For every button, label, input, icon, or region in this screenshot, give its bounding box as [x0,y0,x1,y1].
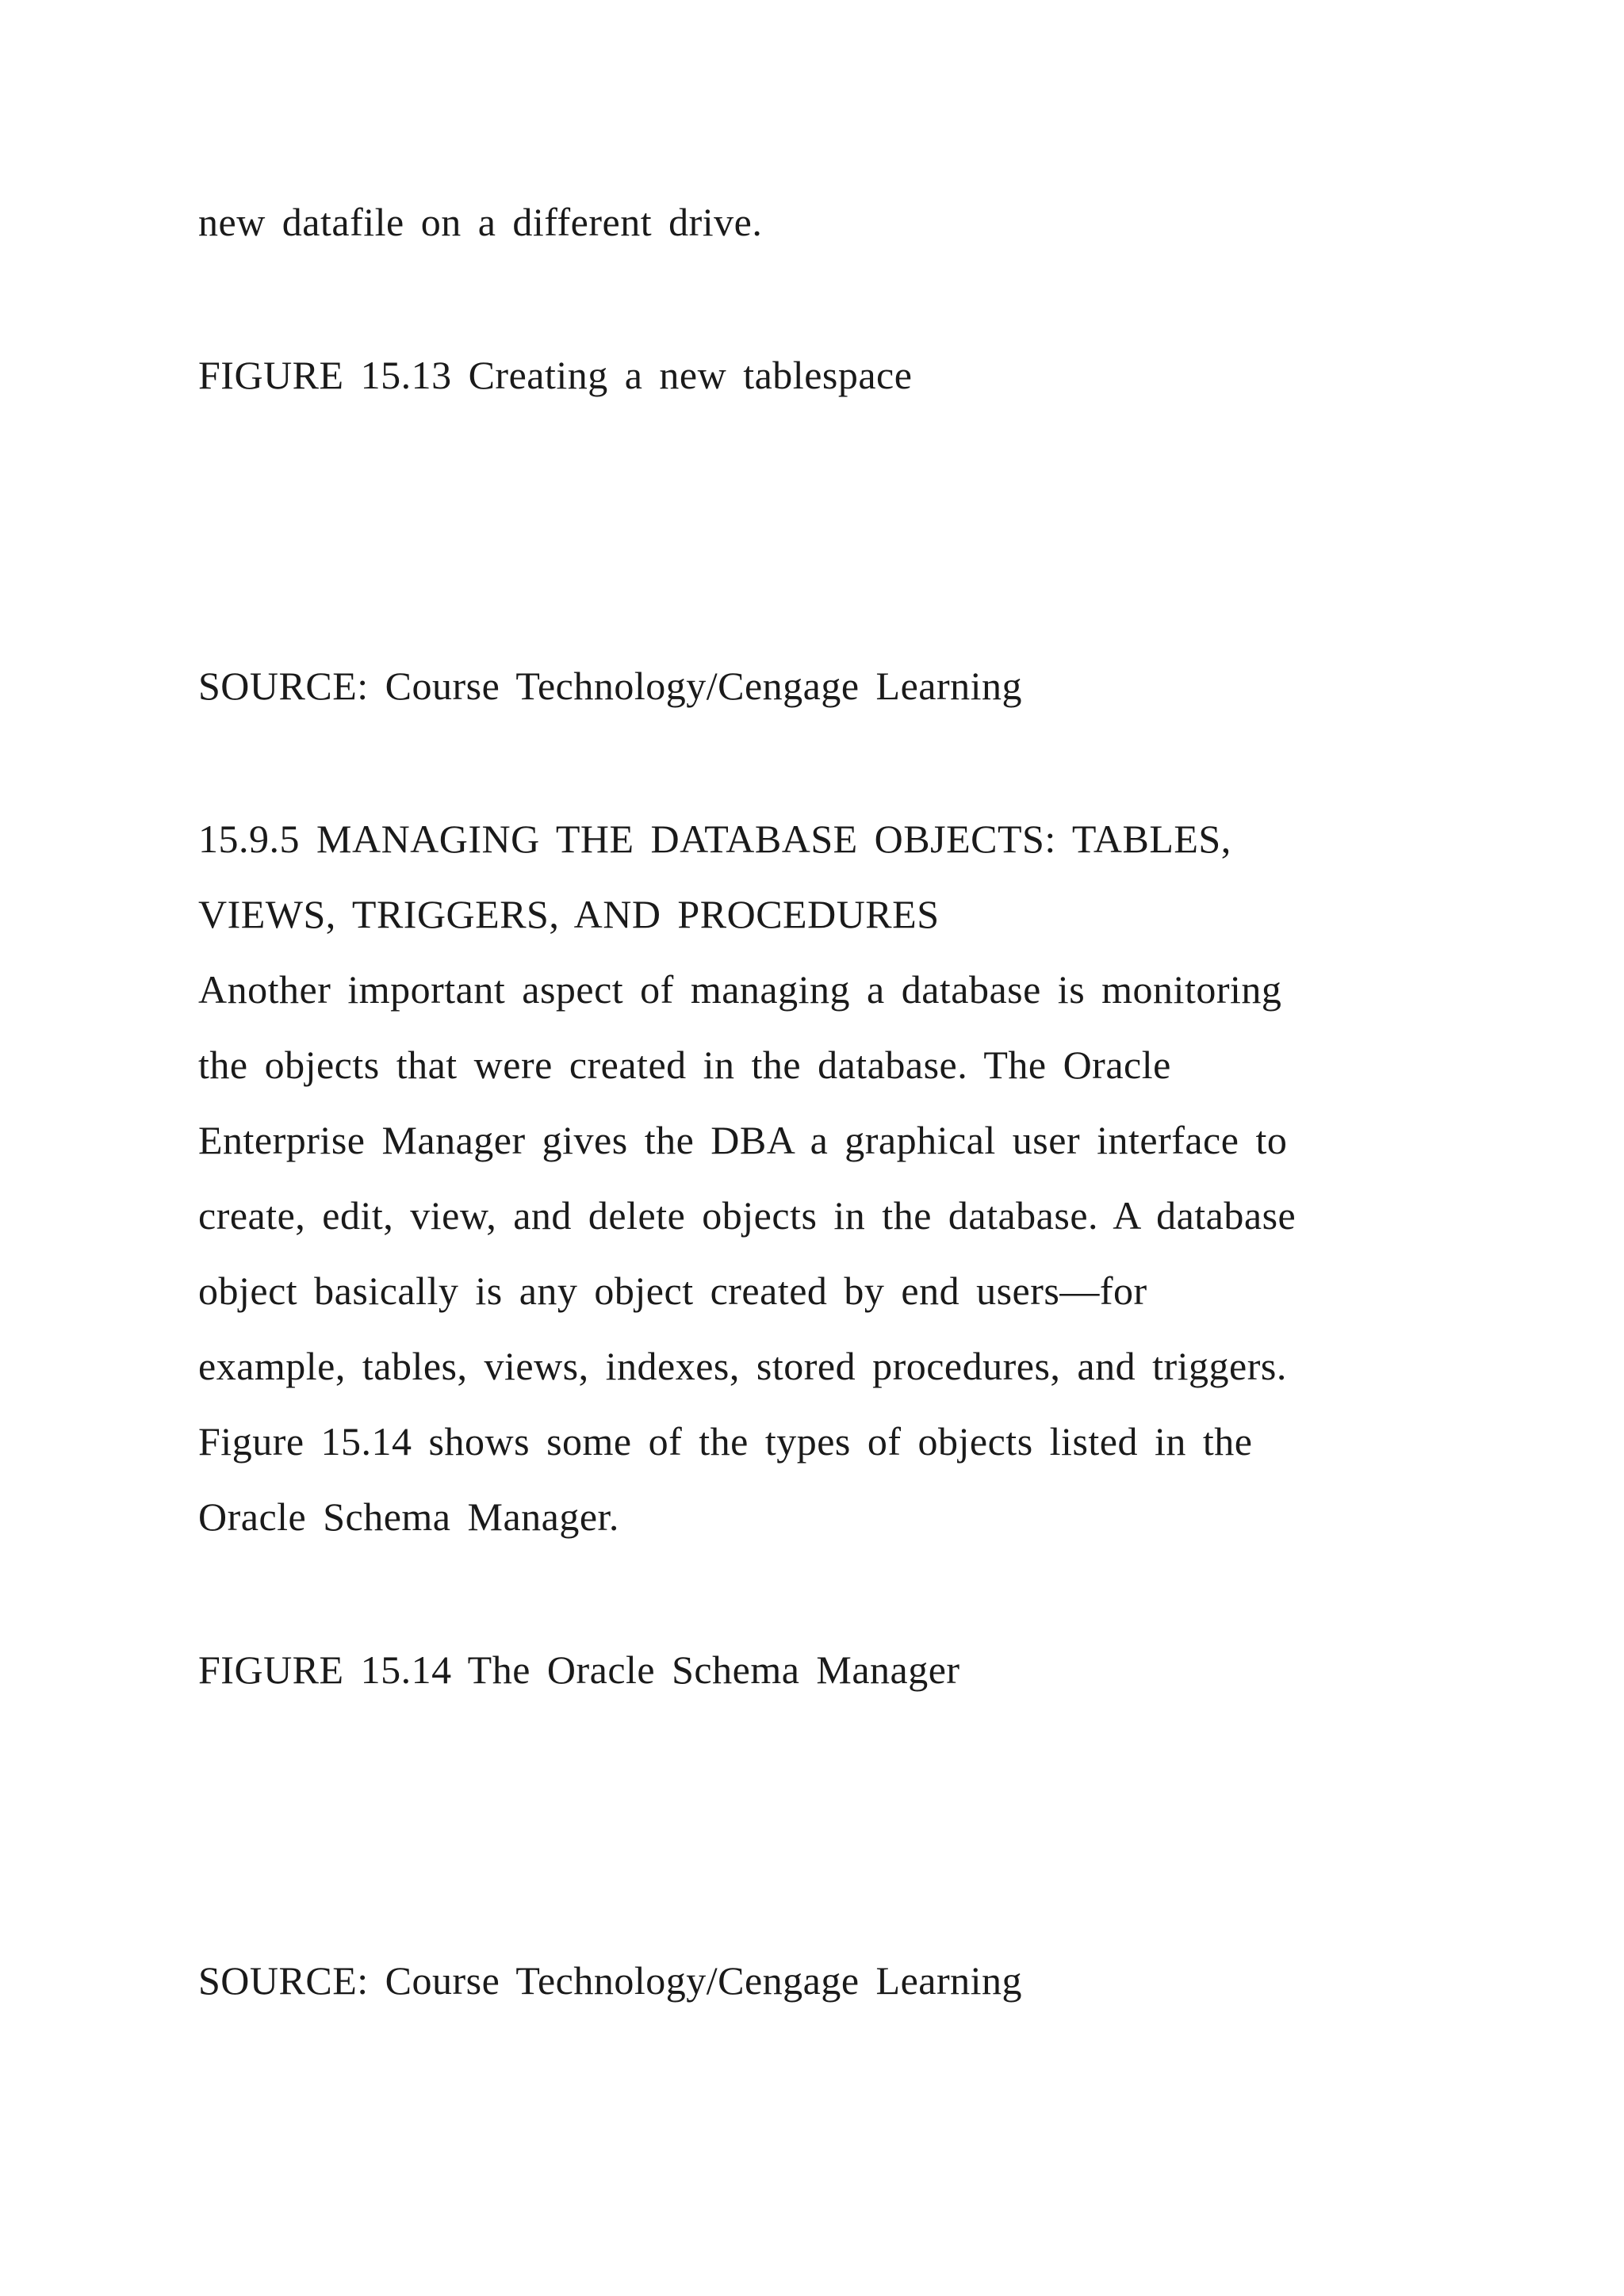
body-text-line: the objects that were created in the database. The Oracle [198,1043,1171,1087]
figure-15-13-caption: FIGURE 15.13 Creating a new tablespace [198,353,913,397]
body-text-line: Figure 15.14 shows some of the types of objects listed in the [198,1419,1253,1464]
body-text-line: object basically is any object created by end users—for [198,1269,1147,1313]
body-text-line: create, edit, view, and delete objects in the database. A database [198,1193,1297,1238]
figure-15-14-caption: FIGURE 15.14 The Oracle Schema Manager [198,1647,960,1692]
figure-15-14-image-area [198,1705,1419,1958]
body-text-line: example, tables, views, indexes, stored procedures, and triggers. [198,1344,1287,1388]
body-text-line: Oracle Schema Manager. [198,1494,619,1539]
body-text-line: Another important aspect of managing a database is monitoring [198,967,1282,1012]
section-heading-line-2: VIEWS, TRIGGERS, AND PROCEDURES [198,892,940,936]
intro-text-line: new datafile on a different drive. [198,200,763,244]
figure-15-14-source: SOURCE: Course Technology/Cengage Learning [198,1958,1023,2003]
body-text-line: Enterprise Manager gives the DBA a graphical user interface to [198,1118,1288,1162]
figure-15-13-image-area [198,412,1419,650]
section-heading-line-1: 15.9.5 MANAGING THE DATABASE OBJECTS: TABLES, [198,817,1231,861]
figure-15-13-source: SOURCE: Course Technology/Cengage Learning [198,664,1023,708]
